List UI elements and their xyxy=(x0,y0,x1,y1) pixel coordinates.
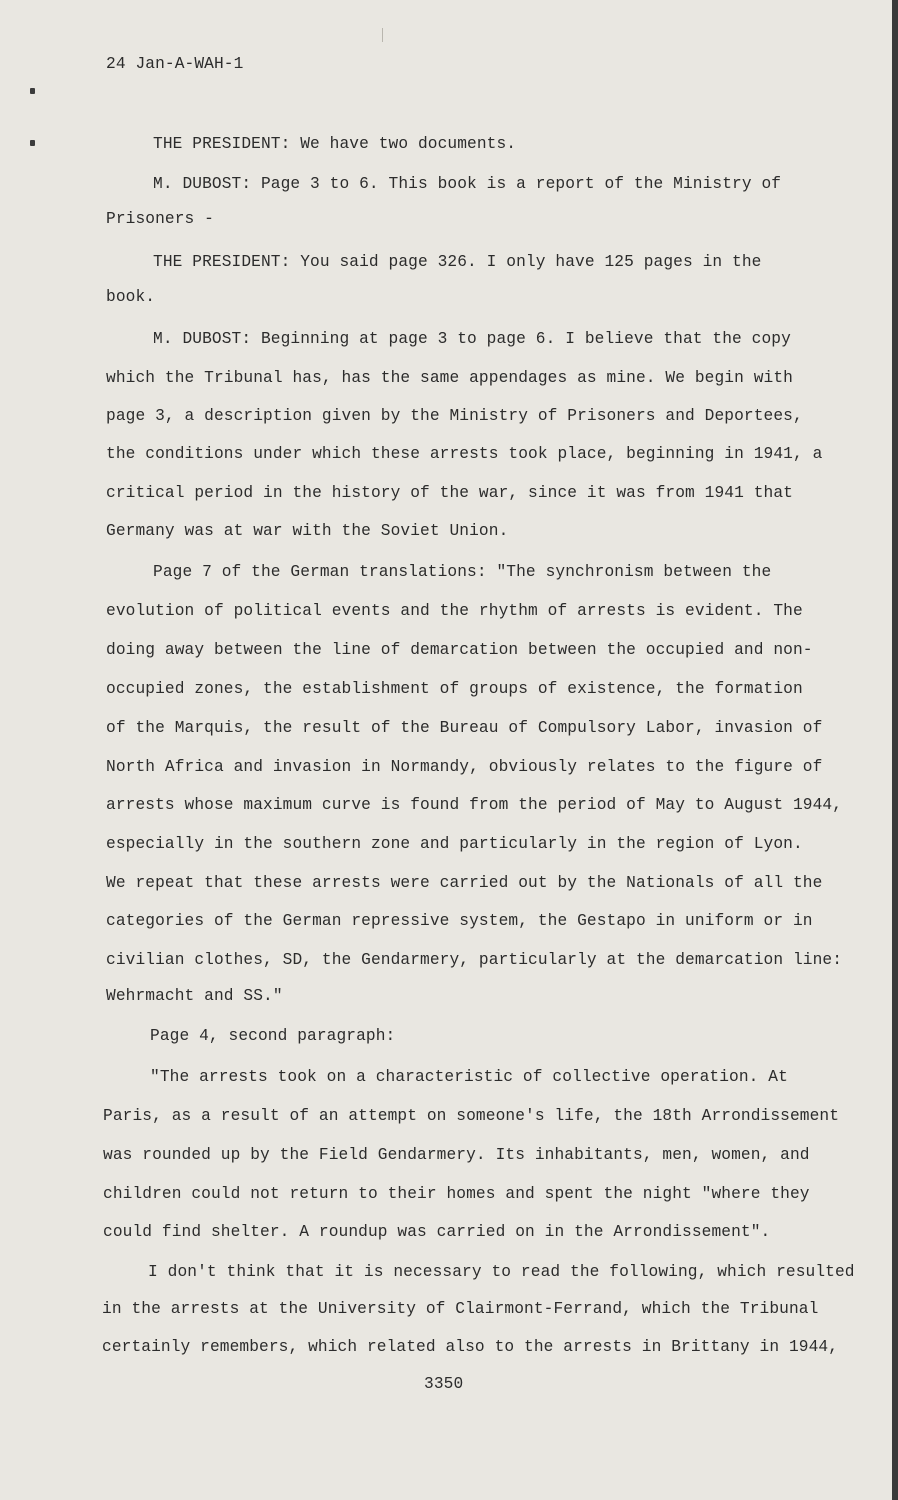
text-line: Page 7 of the German translations: "The synchronism between the xyxy=(153,563,772,581)
text-line: page 3, a description given by the Ministry of Prisoners and Deportees, xyxy=(106,407,803,425)
text-line: critical period in the history of the war, since it was from 1941 that xyxy=(106,484,793,502)
text-line: arrests whose maximum curve is found from the period of May to August 1944, xyxy=(106,796,843,814)
text-line: THE PRESIDENT: You said page 326. I only have 125 pages in the xyxy=(153,253,762,271)
text-line: Page 4, second paragraph: xyxy=(150,1027,396,1045)
text-line: THE PRESIDENT: We have two documents. xyxy=(153,135,517,153)
text-line: M. DUBOST: Beginning at page 3 to page 6. I believe that the copy xyxy=(153,330,791,348)
text-line: "The arrests took on a characteristic of collective operation. At xyxy=(150,1068,788,1086)
text-line: especially in the southern zone and particularly in the region of Lyon. xyxy=(106,835,803,853)
text-line: Germany was at war with the Soviet Union. xyxy=(106,522,509,540)
text-line: Paris, as a result of an attempt on someone's life, the 18th Arrondissement xyxy=(103,1107,840,1125)
text-line: in the arrests at the University of Clairmont-Ferrand, which the Tribunal xyxy=(102,1300,819,1318)
text-line: Prisoners - xyxy=(106,210,214,228)
text-line: North Africa and invasion in Normandy, obviously relates to the figure of xyxy=(106,758,823,776)
text-line: categories of the German repressive system, the Gestapo in uniform or in xyxy=(106,912,813,930)
text-line: of the Marquis, the result of the Bureau of Compulsory Labor, invasion of xyxy=(106,719,823,737)
text-line: children could not return to their homes and spent the night "where they xyxy=(103,1185,810,1203)
text-line: We repeat that these arrests were carried out by the Nationals of all the xyxy=(106,874,823,892)
text-line: Wehrmacht and SS." xyxy=(106,987,283,1005)
text-line: evolution of political events and the rhythm of arrests is evident. The xyxy=(106,602,803,620)
text-line: M. DUBOST: Page 3 to 6. This book is a report of the Ministry of xyxy=(153,175,782,193)
text-line: occupied zones, the establishment of groups of existence, the formation xyxy=(106,680,803,698)
text-line: could find shelter. A roundup was carried on in the Arrondissement". xyxy=(103,1223,771,1241)
fold-mark xyxy=(382,28,383,42)
text-line: doing away between the line of demarcation between the occupied and non- xyxy=(106,641,813,659)
text-line: I don't think that it is necessary to read the following, which resulted xyxy=(148,1263,855,1281)
text-line: civilian clothes, SD, the Gendarmery, particularly at the demarcation line: xyxy=(106,951,843,969)
text-line: certainly remembers, which related also to the arrests in Brittany in 1944, xyxy=(102,1338,839,1356)
margin-mark xyxy=(30,88,35,94)
text-line: the conditions under which these arrests took place, beginning in 1941, a xyxy=(106,445,823,463)
text-line: which the Tribunal has, has the same appendages as mine. We begin with xyxy=(106,369,793,387)
text-line: was rounded up by the Field Gendarmery. Its inhabitants, men, women, and xyxy=(103,1146,810,1164)
text-line: book. xyxy=(106,288,156,306)
margin-mark xyxy=(30,140,35,146)
document-header: 24 Jan-A-WAH-1 xyxy=(106,55,244,73)
page-number: 3350 xyxy=(424,1375,464,1393)
